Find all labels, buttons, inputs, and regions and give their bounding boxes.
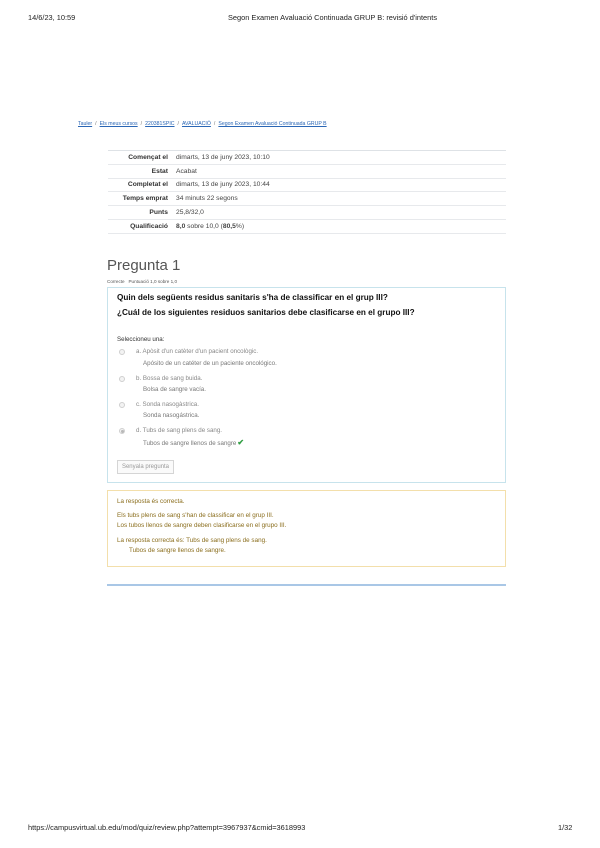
option-c-translation: Sonda nasogástrica. xyxy=(143,412,200,419)
grade-score: 8,0 xyxy=(176,222,186,230)
grade-rest: sobre 10,0 ( xyxy=(185,222,223,230)
summary-row-started xyxy=(108,151,506,165)
summary-value: Acabat xyxy=(176,167,197,175)
question-title: Pregunta 1 xyxy=(107,257,181,274)
breadcrumb-separator: / xyxy=(213,121,216,127)
question-state: Correcte xyxy=(107,279,125,284)
summary-label: Començat el xyxy=(128,153,168,161)
breadcrumb-item-courses[interactable]: Els meus cursos xyxy=(99,121,138,127)
summary-label: Punts xyxy=(149,209,168,217)
question-text-es: ¿Cuál de los siguientes residuos sanitarios debe clasificarse en el grupo III? xyxy=(117,308,415,317)
summary-row-state xyxy=(108,165,506,179)
summary-row-grade xyxy=(108,220,506,234)
option-d-translation: Tubos de sangre llenos de sangre xyxy=(143,440,237,447)
breadcrumb-item-quiz[interactable]: Segon Examen Avaluació Continuada GRUP B xyxy=(218,121,327,127)
print-date: 14/6/23, 10:59 xyxy=(28,13,76,22)
grade-percent: 80,5 xyxy=(222,222,236,230)
summary-value: 25,8/32,0 xyxy=(176,209,204,217)
option-d-label[interactable]: d. Tubs de sang plens de sang. xyxy=(136,427,222,434)
summary-value: dimarts, 13 de juny 2023, 10:10 xyxy=(176,153,270,161)
option-c-radio[interactable] xyxy=(119,402,125,408)
feedback-status: La resposta és correcta. xyxy=(117,498,185,505)
summary-row-points xyxy=(108,206,506,220)
summary-label: Estat xyxy=(151,167,168,175)
breadcrumb-item-section[interactable]: AVALUACIÓ xyxy=(181,121,211,127)
option-a-radio[interactable] xyxy=(119,349,125,355)
print-url: https://campusvirtual.ub.edu/mod/quiz/review.php?attempt=3967937&cmid=3618993 xyxy=(28,823,306,832)
summary-row-completed xyxy=(108,179,506,193)
option-a-translation: Apósito de un catéter de un paciente oncológico. xyxy=(143,360,277,367)
grade-value xyxy=(176,223,244,230)
attempt-summary-table xyxy=(108,150,506,234)
print-page-number: 1/32 xyxy=(558,823,573,832)
option-d-translation-row xyxy=(143,438,244,447)
question-text-ca: Quin dels següents residus sanitaris s'ha de classificar en el grup III? xyxy=(117,293,388,302)
print-title: Segon Examen Avaluació Continuada GRUP B: revisió d'intents xyxy=(228,13,438,22)
question-info xyxy=(107,279,177,284)
question-points: Puntuació 1,0 sobre 1,0 xyxy=(128,279,177,284)
breadcrumb-item-tauler[interactable]: Tauler xyxy=(78,121,93,127)
summary-row-time xyxy=(108,192,506,206)
breadcrumb-item-course[interactable]: 220381SPIC xyxy=(145,121,175,127)
breadcrumb-separator: / xyxy=(140,121,143,127)
summary-label: Temps emprat xyxy=(122,195,168,203)
option-c-label[interactable]: c. Sonda nasogàstrica. xyxy=(136,401,199,408)
grade-end: %) xyxy=(235,222,245,230)
option-d-radio[interactable] xyxy=(119,428,125,434)
feedback-explain-es: Los tubos llenos de sangre deben clasificarse en el grupo III. xyxy=(117,522,287,529)
breadcrumb-separator: / xyxy=(95,121,97,127)
correct-check-icon: ✔ xyxy=(237,438,245,447)
breadcrumb-separator: / xyxy=(177,121,179,127)
flag-question-button[interactable]: Senyala pregunta xyxy=(117,460,174,474)
feedback-right-answer: La resposta correcta és: Tubs de sang plens de sang. xyxy=(117,537,267,544)
summary-value: 34 minuts 22 segons xyxy=(176,195,238,203)
summary-value: dimarts, 13 de juny 2023, 10:44 xyxy=(176,181,270,189)
option-b-radio[interactable] xyxy=(119,376,125,382)
option-a-label[interactable]: a. Apòsit d'un catèter d'un pacient oncològic. xyxy=(136,348,259,355)
summary-label: Qualificació xyxy=(130,222,168,230)
summary-label: Completat el xyxy=(127,181,168,189)
option-b-translation: Bolsa de sangre vacía. xyxy=(143,386,206,393)
option-b-label[interactable]: b. Bossa de sang buida. xyxy=(136,375,203,382)
breadcrumb xyxy=(78,121,327,127)
feedback-right-answer-es: Tubos de sangre llenos de sangre. xyxy=(129,547,226,554)
feedback-explain-ca: Els tubs plens de sang s'han de classificar en el grup III. xyxy=(117,512,274,519)
section-divider xyxy=(107,584,506,586)
select-one-prompt: Seleccioneu una: xyxy=(117,336,165,343)
